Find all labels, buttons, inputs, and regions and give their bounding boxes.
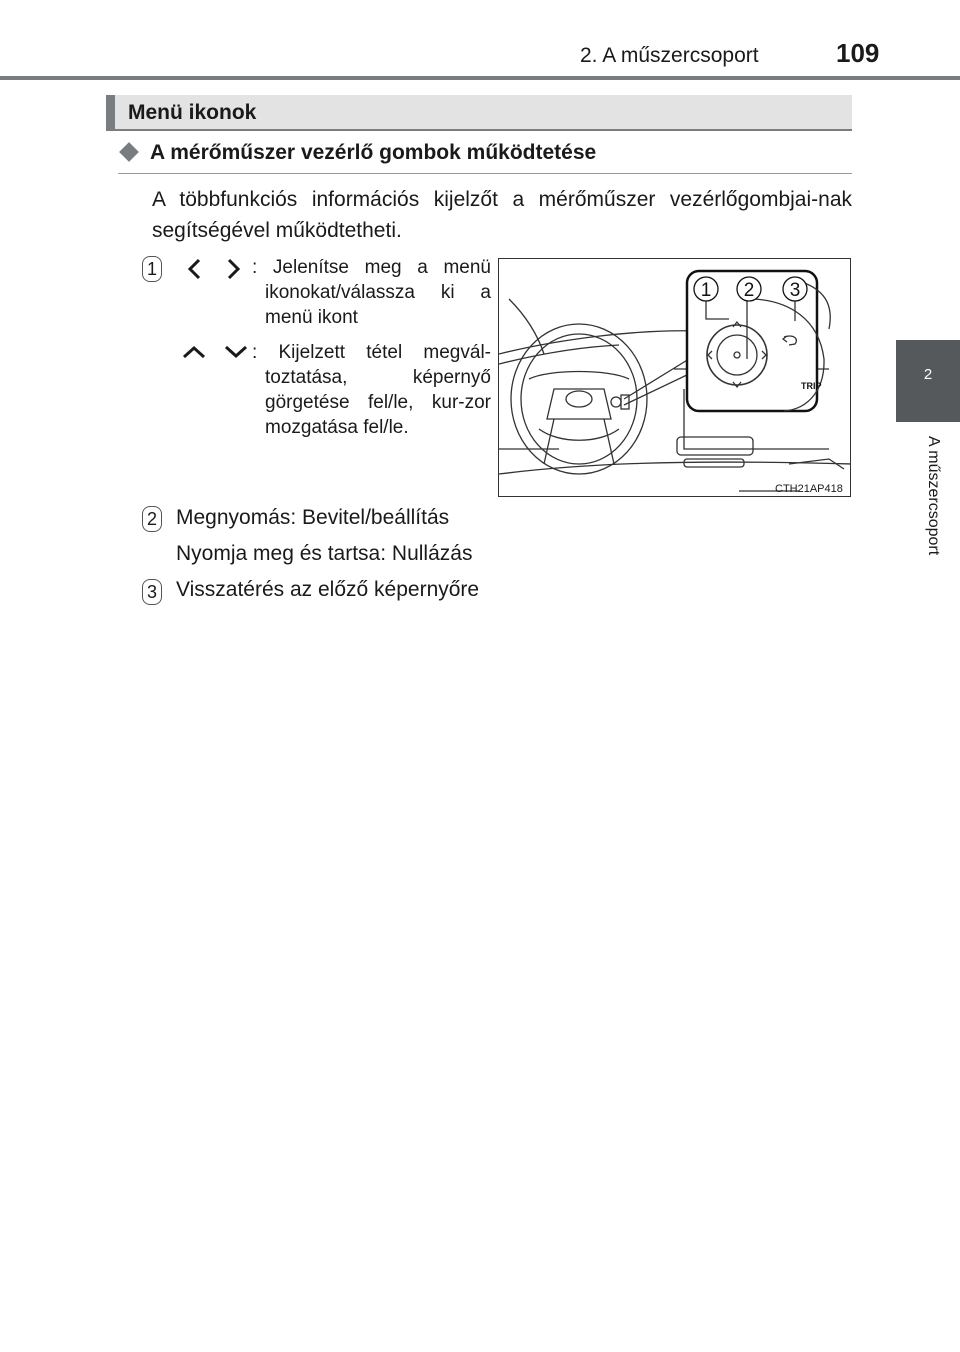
subsection-title: A mérőműszer vezérlő gombok működtetése	[150, 141, 597, 164]
item-2-line-1: Megnyomás: Bevitel/beállítás	[176, 506, 450, 529]
steering-wheel-illustration	[498, 258, 851, 497]
item-3-line-1: Visszatérés az előző képernyőre	[176, 578, 480, 601]
callout-3: 3	[789, 280, 801, 301]
chevron-down-icon	[224, 344, 248, 360]
section-title: Menü ikonok	[128, 101, 257, 124]
diamond-bullet-icon	[119, 142, 139, 162]
page-number: 109	[836, 38, 880, 68]
chevron-up-icon	[182, 344, 206, 360]
side-tab-number: 2	[923, 366, 933, 383]
item-2-line-2: Nyomja meg és tartsa: Nullázás	[176, 542, 473, 565]
side-tab-label: A műszercsoport	[925, 436, 942, 556]
chevron-right-icon	[224, 258, 242, 280]
item-1a-description: : Jelenítse meg a menü ikonokat/válassza ki a menü ikont	[252, 257, 491, 328]
callout-2: 2	[743, 280, 755, 301]
item-number-badge: 2	[142, 506, 162, 532]
chapter-side-tab	[896, 340, 960, 422]
chevron-left-icon	[186, 258, 204, 280]
chapter-title: 2. A műszercsoport	[580, 44, 759, 67]
intro-paragraph: A többfunkciós információs kijelzőt a mérőműszer vezérlőgombjai-nak segítségével működtetheti.	[152, 188, 852, 242]
subsection-rule	[118, 173, 852, 174]
item-1b-description: : Kijelzett tétel megvál-toztatása, képernyő görgetése fel/le, kur-zor mozgatása fel/le.	[252, 342, 491, 438]
callout-1: 1	[700, 280, 712, 301]
item-number-badge: 1	[142, 256, 162, 282]
trip-button-label: TRIP	[801, 381, 822, 391]
steering-wheel-drawing	[499, 259, 851, 497]
section-bar	[106, 95, 852, 131]
item-number-badge: 3	[142, 579, 162, 605]
figure-code: CTH21AP418	[775, 483, 843, 495]
header-rule	[0, 76, 960, 80]
section-bar-accent	[106, 95, 115, 131]
